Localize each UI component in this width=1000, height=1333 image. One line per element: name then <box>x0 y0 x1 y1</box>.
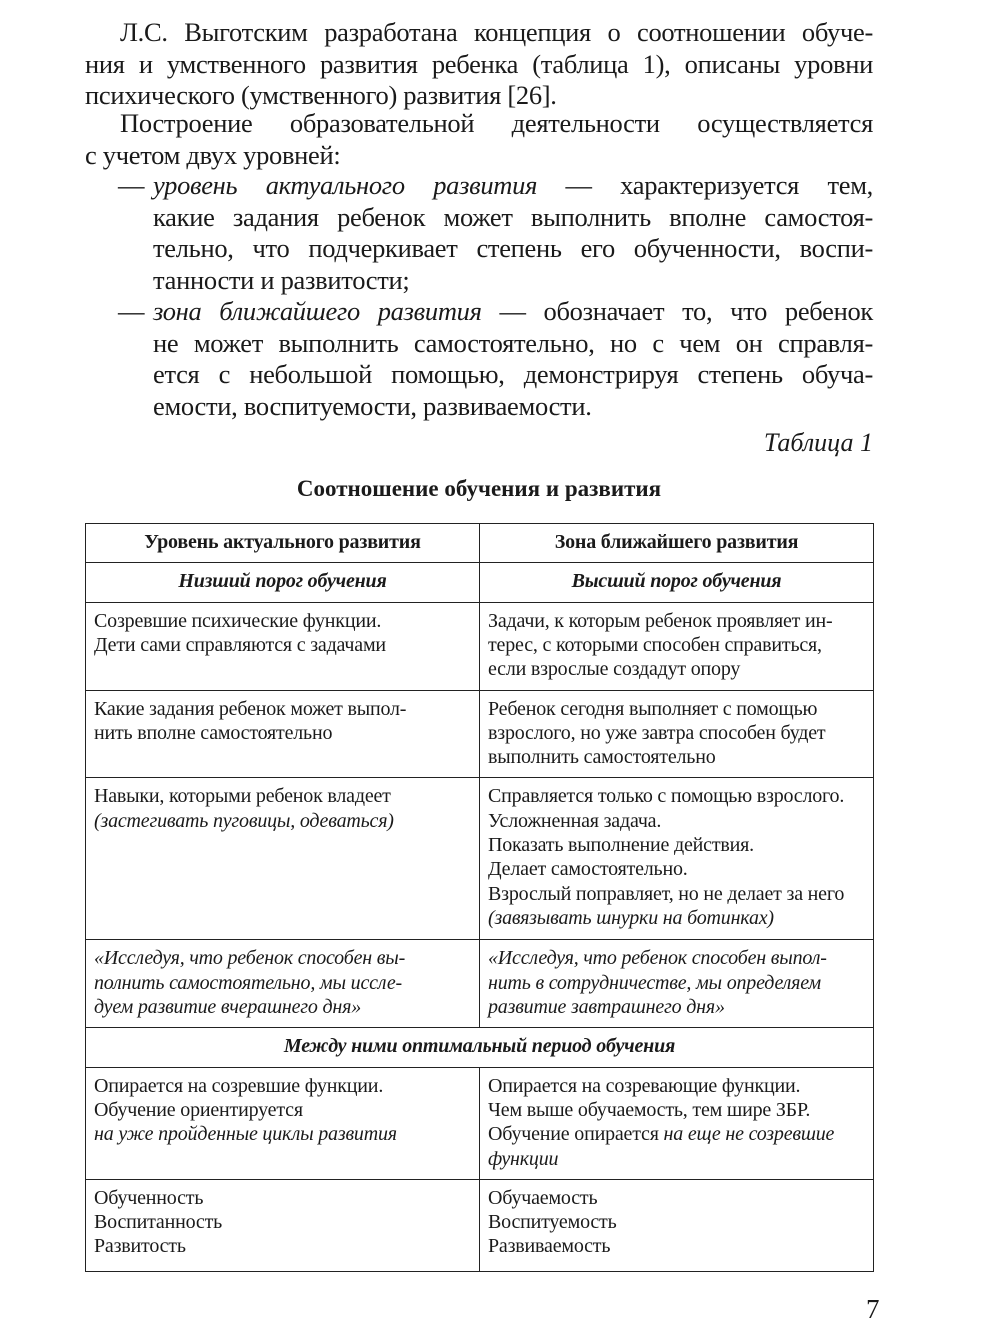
cell-text: «Исследуя, что ребенок способен выпол- <box>488 947 827 970</box>
table-cell <box>480 940 874 1028</box>
cell-text: Чем выше обучаемость, тем шире ЗБР. <box>488 1098 811 1121</box>
cell-line <box>488 946 865 970</box>
cell-line <box>94 1098 471 1122</box>
table-cell <box>86 778 480 940</box>
table-cell <box>480 1179 874 1271</box>
cell-line <box>488 1122 865 1146</box>
text-line: ется с небольшой помощью, демонстрируя степень обуча- <box>153 359 873 389</box>
cell-line <box>94 946 471 970</box>
cell-line <box>488 1186 865 1210</box>
text-line: с учетом двух уровней: <box>85 139 341 170</box>
cell-text: нить в сотрудничестве, мы определяем <box>488 971 821 994</box>
bullet-text: — обозначает то, что ребенок <box>481 296 873 326</box>
comparison-table <box>85 523 874 1272</box>
cell-text: (завязывать шнурки на ботинках) <box>488 906 774 929</box>
span-cell: Между ними оптимальный период обучения <box>86 1028 874 1067</box>
cell-text: если взрослые создадут опору <box>488 658 741 681</box>
cell-text: терес, с которыми способен справиться, <box>488 633 822 656</box>
cell-line <box>488 906 865 930</box>
cell-text: полнить самостоятельно, мы иссле- <box>94 971 402 994</box>
bullet-term: зона ближайшего развития <box>153 296 482 326</box>
paragraph-2 <box>85 108 873 171</box>
cell-text: дуем развитие вчерашнего дня» <box>94 996 362 1019</box>
table-cell <box>480 690 874 778</box>
cell-text: функции <box>488 1147 559 1170</box>
cell-line <box>94 697 471 721</box>
cell-line <box>488 657 865 681</box>
table-row <box>86 778 874 940</box>
table-subheader-row <box>86 563 874 602</box>
cell-text: Опирается на созревшие функции. <box>94 1074 384 1097</box>
table-cell <box>480 602 874 690</box>
cell-text: Показать выполнение действия. <box>488 834 754 857</box>
table-cell <box>86 1179 480 1271</box>
cell-line <box>488 995 865 1019</box>
cell-line <box>488 1234 865 1258</box>
cell-text: Обученность <box>94 1186 204 1209</box>
cell-line <box>488 633 865 657</box>
text-line: ния и умственного развития ребенка (таблица 1), описаны уровни <box>85 48 873 79</box>
cell-text: Обучение опирается <box>488 1123 664 1146</box>
cell-line <box>94 1210 471 1234</box>
cell-text: Воспитанность <box>94 1211 223 1234</box>
text-line: какие задания ребенок может выполнить вполне самостоя- <box>153 201 873 232</box>
cell-line <box>488 857 865 881</box>
cell-text: Опирается на созревающие функции. <box>488 1074 801 1097</box>
cell-text: Развиваемость <box>488 1235 611 1258</box>
bullet-item-1 <box>85 170 873 296</box>
cell-text: Обучение ориентируется <box>94 1098 303 1121</box>
cell-text: Созревшие психические функции. <box>94 609 382 632</box>
cell-text: Развитость <box>94 1235 186 1258</box>
cell-text: Справляется только с помощью взрослого. <box>488 785 845 808</box>
table-cell <box>86 940 480 1028</box>
cell-line <box>94 1074 471 1098</box>
bullet-first-line <box>85 170 873 202</box>
cell-line <box>488 1147 865 1171</box>
cell-text: «Исследуя, что ребенок способен вы- <box>94 947 406 970</box>
table-cell <box>480 1067 874 1179</box>
table-title: Соотношение обучения и развития <box>296 476 662 501</box>
table-row <box>86 1067 874 1179</box>
table-row <box>86 1179 874 1271</box>
header-cell: Уровень актуального развития <box>86 524 480 563</box>
cell-text: Ребенок сегодня выполняет с помощью <box>488 697 818 720</box>
cell-text: (застегивать пуговицы, одеваться) <box>94 809 394 832</box>
cell-line <box>488 882 865 906</box>
bullet-first-line <box>85 296 873 328</box>
cell-text: Дети сами справляются с задачами <box>94 633 386 656</box>
paragraph-1 <box>85 17 873 112</box>
cell-line <box>488 784 865 808</box>
page-number: 7 <box>866 1294 880 1324</box>
table-cell <box>86 690 480 778</box>
cell-line <box>94 971 471 995</box>
table-cell <box>480 778 874 940</box>
cell-text: Навыки, которыми ребенок владеет <box>94 785 391 808</box>
cell-line <box>94 1234 471 1258</box>
cell-line <box>488 809 865 833</box>
bullet-dash: — <box>118 296 145 326</box>
cell-text: развитие завтрашнего дня» <box>488 996 725 1019</box>
cell-line <box>488 833 865 857</box>
cell-line <box>94 995 471 1019</box>
span-row <box>86 1028 874 1067</box>
text-line: Построение образовательной деятельности осуществляется <box>120 108 873 138</box>
cell-text: на еще не созревшие <box>663 1123 835 1146</box>
header-cell: Зона ближайшего развития <box>480 524 874 563</box>
cell-text: нить вполне самостоятельно <box>94 721 333 744</box>
table-row <box>86 602 874 690</box>
cell-text: Делает самостоятельно. <box>488 858 688 881</box>
bullet-dash: — <box>118 170 145 200</box>
table-row <box>86 940 874 1028</box>
text-line: психического (умственного) развития [26]. <box>85 80 557 110</box>
cell-text: на уже пройденные циклы развития <box>94 1123 397 1146</box>
cell-text: Усложненная задача. <box>488 809 662 832</box>
cell-text: взрослого, но уже завтра способен будет <box>488 721 826 744</box>
cell-line <box>94 721 471 745</box>
cell-line <box>488 697 865 721</box>
header-cell: Низший порог обучения <box>86 563 480 602</box>
table-cell <box>86 1067 480 1179</box>
cell-line <box>488 971 865 995</box>
cell-line <box>488 721 865 745</box>
cell-line <box>488 745 865 769</box>
bullet-term: уровень актуального развития <box>153 170 538 200</box>
cell-text: выполнить самостоятельно <box>488 746 716 769</box>
cell-line <box>94 809 471 833</box>
header-cell: Высший порог обучения <box>480 563 874 602</box>
cell-line <box>488 609 865 633</box>
cell-text: Взрослый поправляет, но не делает за него <box>488 882 845 905</box>
cell-line <box>94 609 471 633</box>
cell-line <box>94 784 471 808</box>
bullet-text: — характеризуется тем, <box>537 170 873 200</box>
text-line: емости, воспитуемости, развиваемости. <box>153 390 592 421</box>
table-label: Таблица 1 <box>763 428 873 457</box>
text-line: тельно, что подчеркивает степень его обученности, воспи- <box>153 233 873 263</box>
table-cell <box>86 602 480 690</box>
text-line: танности и развитости; <box>153 264 410 295</box>
cell-line <box>488 1098 865 1122</box>
table-header-row <box>86 524 874 563</box>
cell-line <box>94 1186 471 1210</box>
bullet-item-2 <box>85 296 873 422</box>
cell-text: Какие задания ребенок может выпол- <box>94 697 407 720</box>
cell-line <box>488 1074 865 1098</box>
cell-line <box>94 1122 471 1146</box>
cell-line <box>488 1210 865 1234</box>
cell-text: Обучаемость <box>488 1186 598 1209</box>
cell-line <box>94 633 471 657</box>
cell-text: Воспитуемость <box>488 1211 617 1234</box>
text-line: не может выполнить самостоятельно, но с чем он справля- <box>153 327 873 358</box>
text-line: Л.С. Выготским разработана концепция о соотношении обуче- <box>120 17 873 47</box>
table-row <box>86 690 874 778</box>
cell-text: Задачи, к которым ребенок проявляет ин- <box>488 609 833 632</box>
